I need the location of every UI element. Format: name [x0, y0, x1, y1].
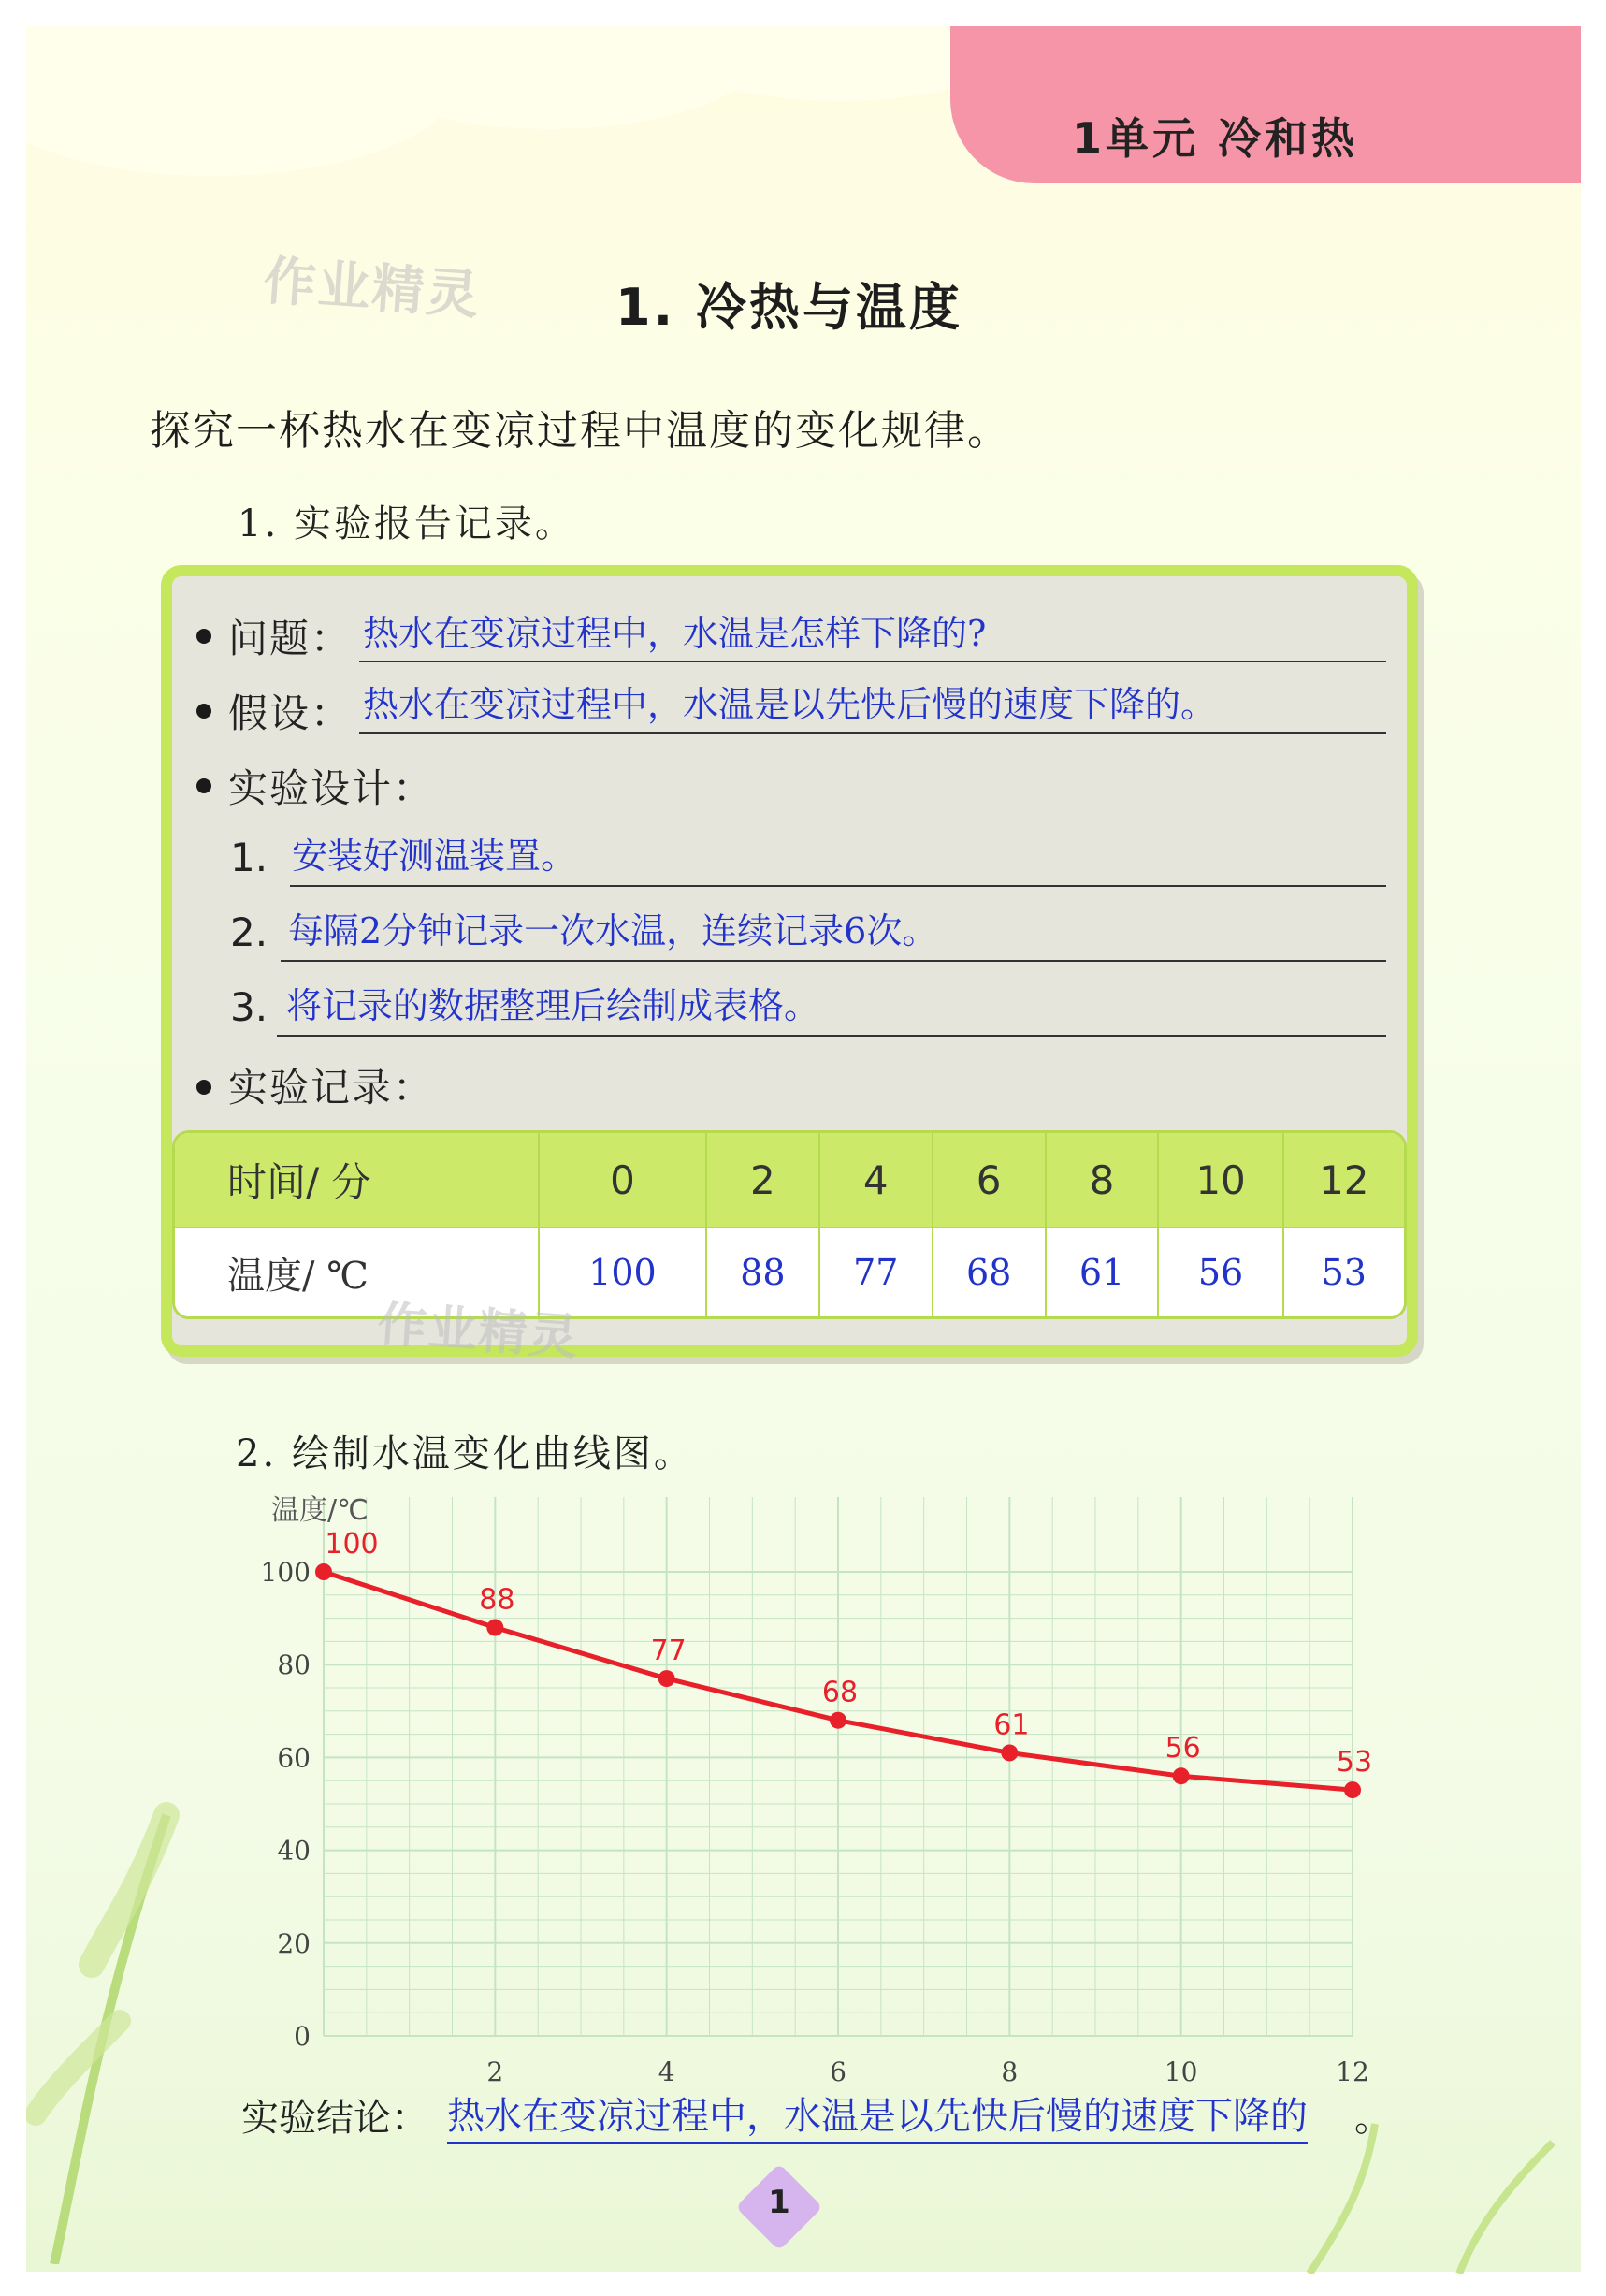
table-cell-time: 12	[1284, 1133, 1404, 1227]
step-underline	[281, 960, 1386, 962]
table-cell-time: 8	[1047, 1133, 1160, 1227]
step-number: 3.	[230, 984, 268, 1030]
answer-underline	[359, 661, 1386, 662]
data-label: 88	[479, 1583, 515, 1617]
bullet-dot	[196, 629, 211, 644]
data-point	[1173, 1767, 1190, 1784]
step-number: 2.	[230, 909, 268, 955]
section-1-title: 1. 实验报告记录。	[238, 502, 575, 545]
bullet-dot	[196, 704, 211, 719]
y-axis-label: 温度/℃	[271, 1494, 369, 1527]
table-cell-temp: 68	[933, 1227, 1047, 1316]
data-label: 53	[1336, 1746, 1373, 1780]
conclusion-label: 实验结论：	[241, 2097, 428, 2140]
grass-decoration	[1291, 2114, 1581, 2274]
temperature-line-chart	[234, 1488, 1384, 2086]
data-point	[830, 1712, 846, 1729]
grass-decoration	[26, 1778, 232, 2264]
x-tick-label: 4	[658, 2056, 675, 2086]
y-tick-label: 20	[277, 1927, 311, 1959]
x-tick-label: 2	[486, 2056, 504, 2086]
lesson-intro: 探究一杯热水在变凉过程中温度的变化规律。	[150, 407, 1010, 455]
table-cell-time: 10	[1159, 1133, 1283, 1227]
y-tick-label: 100	[260, 1557, 311, 1588]
hypothesis-answer: 热水在变凉过程中，水温是以先快后慢的速度下降的。	[363, 684, 1217, 725]
lesson-title: 1. 冷热与温度	[615, 278, 962, 337]
question-label: 问题：	[228, 616, 353, 661]
conclusion-period: 。	[1354, 2097, 1392, 2140]
y-tick-label: 80	[277, 1649, 311, 1681]
table-row-label: 温度/ ℃	[175, 1227, 540, 1316]
table-cell-temp: 100	[540, 1227, 707, 1316]
table-cell-temp: 61	[1047, 1227, 1160, 1316]
x-tick-label: 8	[1001, 2056, 1019, 2086]
data-point	[1001, 1744, 1018, 1761]
watermark: 作业精灵	[261, 250, 483, 327]
table-row-temp	[175, 1227, 1404, 1316]
data-label: 68	[821, 1676, 859, 1709]
section-2-title: 2. 绘制水温变化曲线图。	[236, 1432, 694, 1475]
table-cell-time: 4	[820, 1133, 933, 1227]
conclusion-answer: 热水在变凉过程中，水温是以先快后慢的速度下降的	[447, 2086, 1308, 2144]
y-tick-label: 40	[277, 1835, 311, 1867]
y-tick-label: 60	[277, 1742, 311, 1774]
hypothesis-label: 假设：	[228, 690, 353, 736]
data-point	[486, 1620, 503, 1636]
step-underline	[277, 1035, 1386, 1037]
y-tick-label: 0	[294, 2021, 311, 2052]
step-text: 每隔2分钟记录一次水温，连续记录6次。	[288, 910, 938, 952]
x-tick-label: 12	[1336, 2056, 1369, 2086]
step-underline	[290, 885, 1386, 887]
table-cell-temp: 77	[820, 1227, 933, 1316]
record-label: 实验记录：	[228, 1065, 435, 1111]
bullet-dot	[196, 1080, 211, 1095]
page-number: 1	[768, 2184, 790, 2221]
data-label: 56	[1165, 1732, 1201, 1766]
data-point	[1344, 1781, 1361, 1798]
x-tick-label: 10	[1164, 2056, 1198, 2086]
table-row-label: 时间/ 分	[175, 1133, 540, 1227]
data-point	[315, 1563, 332, 1580]
data-label: 61	[993, 1708, 1030, 1742]
bullet-dot	[196, 778, 211, 793]
design-label: 实验设计：	[228, 765, 435, 811]
step-text: 将记录的数据整理后绘制成表格。	[286, 985, 820, 1026]
data-label: 100	[325, 1528, 379, 1561]
step-number: 1.	[230, 835, 268, 880]
table-cell-temp: 56	[1159, 1227, 1283, 1316]
record-table	[172, 1130, 1407, 1319]
table-cell-time: 0	[540, 1133, 707, 1227]
table-cell-time: 6	[933, 1133, 1047, 1227]
table-cell-temp: 88	[707, 1227, 820, 1316]
table-cell-time: 2	[707, 1133, 820, 1227]
unit-title: 1单元 冷和热	[1072, 113, 1359, 164]
table-row-time	[175, 1133, 1404, 1227]
answer-underline	[359, 732, 1386, 734]
table-cell-temp: 53	[1284, 1227, 1404, 1316]
data-point	[658, 1670, 675, 1687]
step-text: 安装好测温装置。	[292, 836, 577, 877]
question-answer: 热水在变凉过程中，水温是怎样下降的?	[363, 613, 987, 654]
watermark: 作业精灵	[375, 1296, 582, 1367]
x-tick-label: 6	[830, 2056, 846, 2086]
data-label: 77	[650, 1635, 687, 1668]
